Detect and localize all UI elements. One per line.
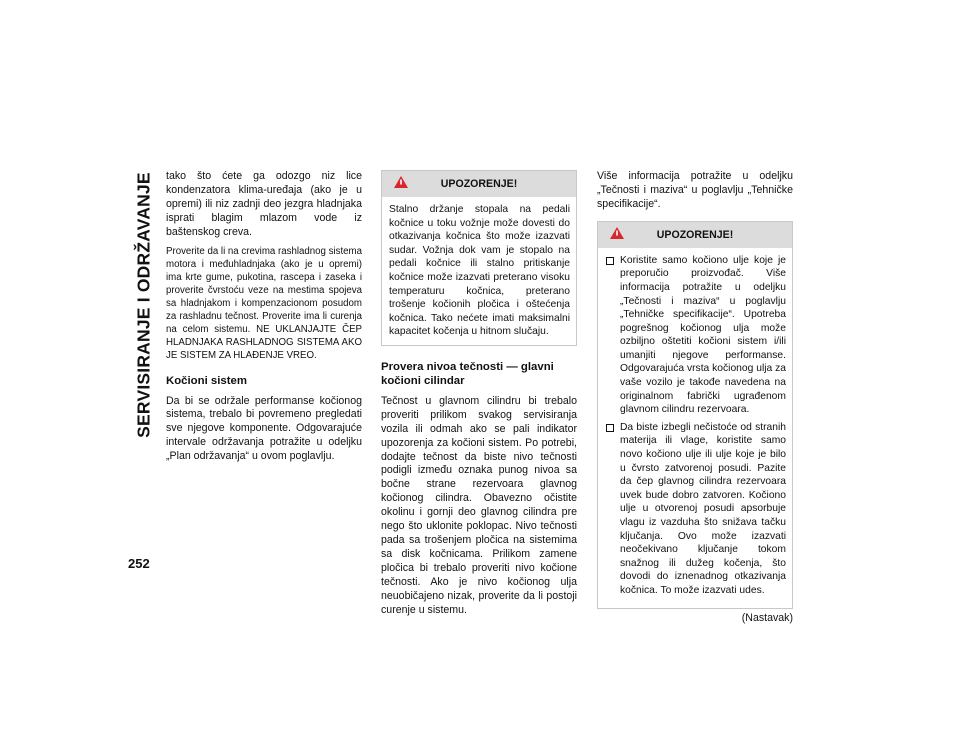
warning-list (605, 254, 786, 598)
section-heading: Kočioni sistem (166, 374, 248, 387)
paragraph: tako što ćete ga odozgo niz lice kondenzatora klima-uređaja (ako je u opremi) ili niz zadnji deo jezgra hladnjaka isprati blagim mlazom vode iz baštenskog creva. (166, 170, 362, 238)
column-3 (597, 170, 793, 624)
column-2 (381, 170, 577, 617)
warning-body (598, 248, 792, 608)
section-title: SERVISIRANJE I ODRŽAVANJE (133, 172, 154, 438)
column-1 (166, 170, 362, 464)
square-bullet-icon (606, 257, 614, 265)
warning-header (382, 171, 576, 197)
warning-body (382, 197, 576, 345)
paragraph: Proverite da li na crevima rashladnog sistema motora i međuhladnjaka (ako je u opremi) ima krte gume, pukotina, rascepa i zaseka i proverite čvrstoću veze na mestima spojeva sa hladnjakom i kompenzacionom posudom za rashladnu tečnost. Proverite ima li curenja na celom sistemu. NE UKLANJAJTE ČEP HLADNJAKA RASHLADNOG SISTEMA AKO JE SISTEM ZA HLAĐENJE VREO. (166, 245, 362, 361)
warning-title: UPOZORENJE! (656, 228, 734, 241)
warning-triangle-icon (610, 227, 624, 239)
warning-text: Stalno držanje stopala na pedali kočnice u toku vožnje može dovesti do otkazivanja kočnica što može izazvati sudar. Vožnja dok vam je stopalo na pedali kočnice ili stalno pritiskanje kočnice može izazvati preterano visoku temperaturu kočnica, preterano trošenje kočionih pločica i oštećenja kočnica. Tako nećete imati maksimalni kapacitet kočenja u hitnom slučaju. (389, 204, 570, 338)
warning-box (597, 221, 793, 609)
paragraph: Tečnost u glavnom cilindru bi trebalo proveriti prilikom svakog servisiranja vozila ili odmah ako se pali indikator upozorenja za kočioni sistem. Po potrebi, dodajte tečnost da biste nivo tečnosti podigli između oznaka punog nivoa sa bočne strane rezervoara glavnog kočionog cilindra. Obavezno očistite okolinu i gornji deo glavnog cilindra pre nego što uklonite poklopac. Nivo tečnosti pada sa trošenjem pločica na sistemima sa disk kočnicama. Prilikom zamene pločica bi trebalo proveriti nivo kočione tečnosti. Ako je nivo kočionog ulja neuobičajeno nizak, proverite da li postoji curenje u sistemu. (381, 394, 577, 616)
section-heading: Provera nivoa tečnosti — glavni kočioni cilindar (381, 360, 554, 387)
warning-header (598, 222, 792, 248)
paragraph: Više informacija potražite u odeljku „Tečnosti i maziva“ u poglavlju „Tehničke specifikacije“. (597, 170, 793, 210)
square-bullet-icon (606, 424, 614, 432)
list-item: Da biste izbegli nečistoće od stranih materija ili vlage, koristite samo novo kočiono ulje ili ulje koje je bilo u čvrsto zatvorenoj posudi. Pazite da čep glavnog cilindra rezervoara uvek bude dobro zatvoren. Kočiono ulje u otvorenoj posudi apsorbuje vlagu iz vazduha što snižava tačku ključanja. Ovo može izazvati neočekivano ključanje tokom snažnog ili dužeg kočenja, što dovodi do iznenadnog otkazivanja kočnica. To može izazvati udes. (605, 421, 786, 598)
warning-triangle-icon (394, 176, 408, 188)
continued-note: (Nastavak) (741, 611, 793, 624)
page-number: 252 (128, 556, 150, 571)
paragraph: Da bi se održale performanse kočionog sistema, trebalo bi povremeno pregledati sve njegove komponente. Odgovarajuće intervale održavanja potražite u odeljku „Plan održavanja“ u ovom poglavlju. (166, 394, 362, 463)
warning-box (381, 170, 577, 346)
list-item: Koristite samo kočiono ulje koje je preporučio proizvođač. Više informacija potražite u odeljku „Tečnosti i maziva“ u poglavlju „Tehničke specifikacije“. Upotreba pogrešnog kočionog ulja može ozbiljno oštetiti kočioni sistem i/ili umanjiti njegove performanse. Odgovarajuća vrsta kočionog ulja za vaše vozilo je takođe navedena na originalnom fabrički ugrađenom glavnom cilindru rezervoara. (605, 254, 786, 417)
warning-title: UPOZORENJE! (440, 178, 518, 190)
